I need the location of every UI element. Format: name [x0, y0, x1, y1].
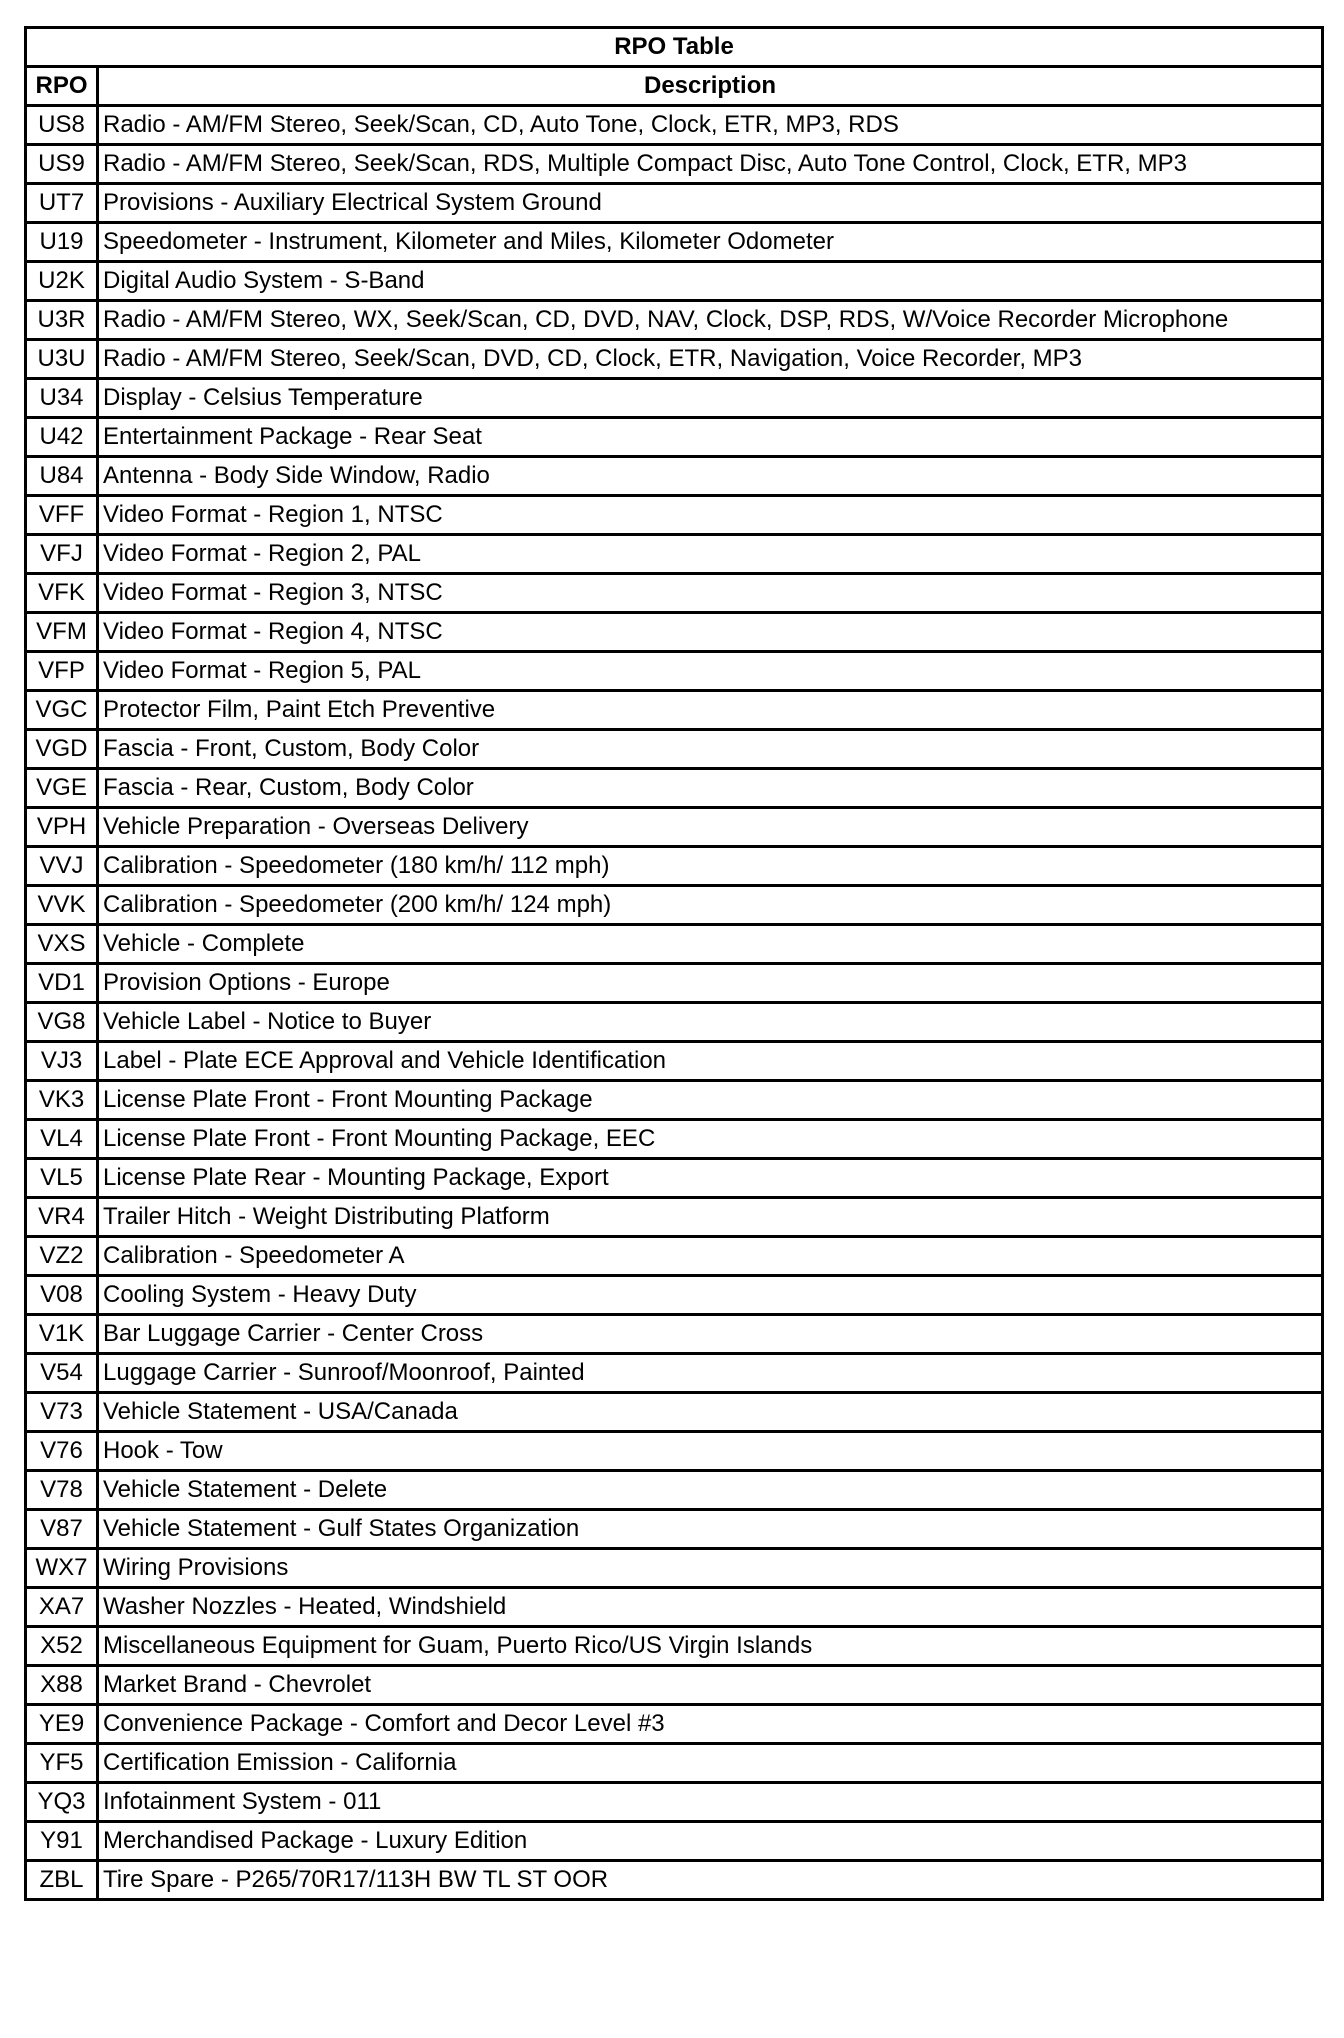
table-row [26, 223, 1323, 262]
table-row [26, 574, 1323, 613]
rpo-description-cell: Vehicle Statement - USA/Canada [98, 1393, 1323, 1432]
table-row [26, 808, 1323, 847]
rpo-code-cell: U34 [26, 379, 98, 418]
rpo-description-cell: Fascia - Front, Custom, Body Color [98, 730, 1323, 769]
column-header-description: Description [98, 67, 1323, 106]
rpo-code-cell: U3U [26, 340, 98, 379]
rpo-description-cell: License Plate Front - Front Mounting Package, EEC [98, 1120, 1323, 1159]
rpo-table [24, 26, 1324, 1901]
rpo-description-cell: Calibration - Speedometer A [98, 1237, 1323, 1276]
table-row [26, 379, 1323, 418]
rpo-description-cell: Label - Plate ECE Approval and Vehicle Identification [98, 1042, 1323, 1081]
table-row [26, 964, 1323, 1003]
rpo-code-cell: V08 [26, 1276, 98, 1315]
table-row [26, 1354, 1323, 1393]
table-row [26, 652, 1323, 691]
table-row [26, 1861, 1323, 1900]
column-header-rpo: RPO [26, 67, 98, 106]
rpo-description-cell: License Plate Front - Front Mounting Package [98, 1081, 1323, 1120]
rpo-code-cell: VK3 [26, 1081, 98, 1120]
rpo-code-cell: US8 [26, 106, 98, 145]
table-row [26, 886, 1323, 925]
rpo-description-cell: Speedometer - Instrument, Kilometer and Miles, Kilometer Odometer [98, 223, 1323, 262]
rpo-description-cell: Video Format - Region 4, NTSC [98, 613, 1323, 652]
table-row [26, 535, 1323, 574]
rpo-code-cell: UT7 [26, 184, 98, 223]
rpo-code-cell: VFM [26, 613, 98, 652]
rpo-description-cell: Cooling System - Heavy Duty [98, 1276, 1323, 1315]
table-row [26, 1120, 1323, 1159]
rpo-code-cell: VG8 [26, 1003, 98, 1042]
rpo-code-cell: VFP [26, 652, 98, 691]
table-row [26, 1588, 1323, 1627]
rpo-code-cell: VD1 [26, 964, 98, 1003]
rpo-description-cell: Display - Celsius Temperature [98, 379, 1323, 418]
rpo-description-cell: Hook - Tow [98, 1432, 1323, 1471]
table-row [26, 730, 1323, 769]
rpo-code-cell: V76 [26, 1432, 98, 1471]
table-row [26, 1159, 1323, 1198]
rpo-code-cell: X52 [26, 1627, 98, 1666]
table-row [26, 1666, 1323, 1705]
rpo-description-cell: Vehicle Statement - Gulf States Organization [98, 1510, 1323, 1549]
rpo-description-cell: Video Format - Region 3, NTSC [98, 574, 1323, 613]
table-row [26, 1042, 1323, 1081]
rpo-code-cell: X88 [26, 1666, 98, 1705]
rpo-description-cell: Vehicle Statement - Delete [98, 1471, 1323, 1510]
rpo-description-cell: Bar Luggage Carrier - Center Cross [98, 1315, 1323, 1354]
table-row [26, 1549, 1323, 1588]
table-row [26, 847, 1323, 886]
table-row [26, 457, 1323, 496]
table-row [26, 418, 1323, 457]
rpo-description-cell: Convenience Package - Comfort and Decor Level #3 [98, 1705, 1323, 1744]
rpo-description-cell: Radio - AM/FM Stereo, Seek/Scan, RDS, Multiple Compact Disc, Auto Tone Control, Clock, ETR, MP3 [98, 145, 1323, 184]
rpo-description-cell: Fascia - Rear, Custom, Body Color [98, 769, 1323, 808]
table-row [26, 1705, 1323, 1744]
table-row [26, 1393, 1323, 1432]
rpo-description-cell: Antenna - Body Side Window, Radio [98, 457, 1323, 496]
rpo-description-cell: Radio - AM/FM Stereo, Seek/Scan, DVD, CD, Clock, ETR, Navigation, Voice Recorder, MP3 [98, 340, 1323, 379]
rpo-description-cell: Calibration - Speedometer (200 km/h/ 124 mph) [98, 886, 1323, 925]
table-row [26, 1783, 1323, 1822]
rpo-description-cell: Vehicle Preparation - Overseas Delivery [98, 808, 1323, 847]
rpo-code-cell: V1K [26, 1315, 98, 1354]
rpo-description-cell: Merchandised Package - Luxury Edition [98, 1822, 1323, 1861]
table-body [26, 106, 1323, 1900]
rpo-code-cell: US9 [26, 145, 98, 184]
table-row [26, 1510, 1323, 1549]
rpo-code-cell: U2K [26, 262, 98, 301]
rpo-code-cell: VGD [26, 730, 98, 769]
rpo-code-cell: VGC [26, 691, 98, 730]
table-row [26, 1003, 1323, 1042]
rpo-code-cell: VR4 [26, 1198, 98, 1237]
rpo-code-cell: V87 [26, 1510, 98, 1549]
table-row [26, 340, 1323, 379]
table-row [26, 1471, 1323, 1510]
rpo-code-cell: V54 [26, 1354, 98, 1393]
rpo-code-cell: U19 [26, 223, 98, 262]
rpo-code-cell: Y91 [26, 1822, 98, 1861]
rpo-code-cell: VVJ [26, 847, 98, 886]
rpo-code-cell: VFF [26, 496, 98, 535]
table-row [26, 1822, 1323, 1861]
rpo-description-cell: Provision Options - Europe [98, 964, 1323, 1003]
rpo-code-cell: U3R [26, 301, 98, 340]
rpo-code-cell: VL4 [26, 1120, 98, 1159]
rpo-code-cell: YF5 [26, 1744, 98, 1783]
table-row [26, 184, 1323, 223]
rpo-description-cell: Video Format - Region 2, PAL [98, 535, 1323, 574]
rpo-description-cell: Protector Film, Paint Etch Preventive [98, 691, 1323, 730]
rpo-description-cell: Trailer Hitch - Weight Distributing Platform [98, 1198, 1323, 1237]
table-row [26, 106, 1323, 145]
rpo-description-cell: Provisions - Auxiliary Electrical System Ground [98, 184, 1323, 223]
table-row [26, 1081, 1323, 1120]
table-row [26, 1198, 1323, 1237]
rpo-code-cell: YQ3 [26, 1783, 98, 1822]
rpo-description-cell: Luggage Carrier - Sunroof/Moonroof, Painted [98, 1354, 1323, 1393]
rpo-code-cell: V73 [26, 1393, 98, 1432]
rpo-description-cell: Infotainment System - 011 [98, 1783, 1323, 1822]
rpo-code-cell: VZ2 [26, 1237, 98, 1276]
table-row [26, 1627, 1323, 1666]
table-row [26, 1237, 1323, 1276]
rpo-description-cell: Vehicle - Complete [98, 925, 1323, 964]
rpo-code-cell: V78 [26, 1471, 98, 1510]
table-row [26, 691, 1323, 730]
rpo-code-cell: VXS [26, 925, 98, 964]
rpo-code-cell: VGE [26, 769, 98, 808]
table-row [26, 496, 1323, 535]
table-row [26, 1315, 1323, 1354]
table-row [26, 769, 1323, 808]
rpo-description-cell: Video Format - Region 1, NTSC [98, 496, 1323, 535]
rpo-description-cell: Radio - AM/FM Stereo, WX, Seek/Scan, CD, DVD, NAV, Clock, DSP, RDS, W/Voice Recorder Microphone [98, 301, 1323, 340]
rpo-description-cell: Certification Emission - California [98, 1744, 1323, 1783]
rpo-code-cell: U84 [26, 457, 98, 496]
rpo-description-cell: Miscellaneous Equipment for Guam, Puerto Rico/US Virgin Islands [98, 1627, 1323, 1666]
rpo-description-cell: Washer Nozzles - Heated, Windshield [98, 1588, 1323, 1627]
table-row [26, 1432, 1323, 1471]
table-row [26, 613, 1323, 652]
table-row [26, 262, 1323, 301]
rpo-code-cell: VL5 [26, 1159, 98, 1198]
rpo-code-cell: VPH [26, 808, 98, 847]
table-head [26, 28, 1323, 106]
rpo-code-cell: VFJ [26, 535, 98, 574]
table-title: RPO Table [26, 28, 1323, 67]
rpo-description-cell: License Plate Rear - Mounting Package, Export [98, 1159, 1323, 1198]
rpo-code-cell: ZBL [26, 1861, 98, 1900]
table-row [26, 925, 1323, 964]
rpo-code-cell: YE9 [26, 1705, 98, 1744]
rpo-description-cell: Tire Spare - P265/70R17/113H BW TL ST OOR [98, 1861, 1323, 1900]
rpo-code-cell: U42 [26, 418, 98, 457]
rpo-description-cell: Vehicle Label - Notice to Buyer [98, 1003, 1323, 1042]
header-row [26, 67, 1323, 106]
table-row [26, 145, 1323, 184]
rpo-code-cell: WX7 [26, 1549, 98, 1588]
rpo-code-cell: VVK [26, 886, 98, 925]
table-row [26, 1744, 1323, 1783]
rpo-code-cell: VFK [26, 574, 98, 613]
rpo-description-cell: Entertainment Package - Rear Seat [98, 418, 1323, 457]
table-row [26, 1276, 1323, 1315]
rpo-description-cell: Calibration - Speedometer (180 km/h/ 112 mph) [98, 847, 1323, 886]
rpo-description-cell: Video Format - Region 5, PAL [98, 652, 1323, 691]
rpo-description-cell: Digital Audio System - S-Band [98, 262, 1323, 301]
rpo-description-cell: Market Brand - Chevrolet [98, 1666, 1323, 1705]
rpo-description-cell: Radio - AM/FM Stereo, Seek/Scan, CD, Auto Tone, Clock, ETR, MP3, RDS [98, 106, 1323, 145]
rpo-code-cell: XA7 [26, 1588, 98, 1627]
rpo-code-cell: VJ3 [26, 1042, 98, 1081]
rpo-description-cell: Wiring Provisions [98, 1549, 1323, 1588]
table-row [26, 301, 1323, 340]
title-row [26, 28, 1323, 67]
